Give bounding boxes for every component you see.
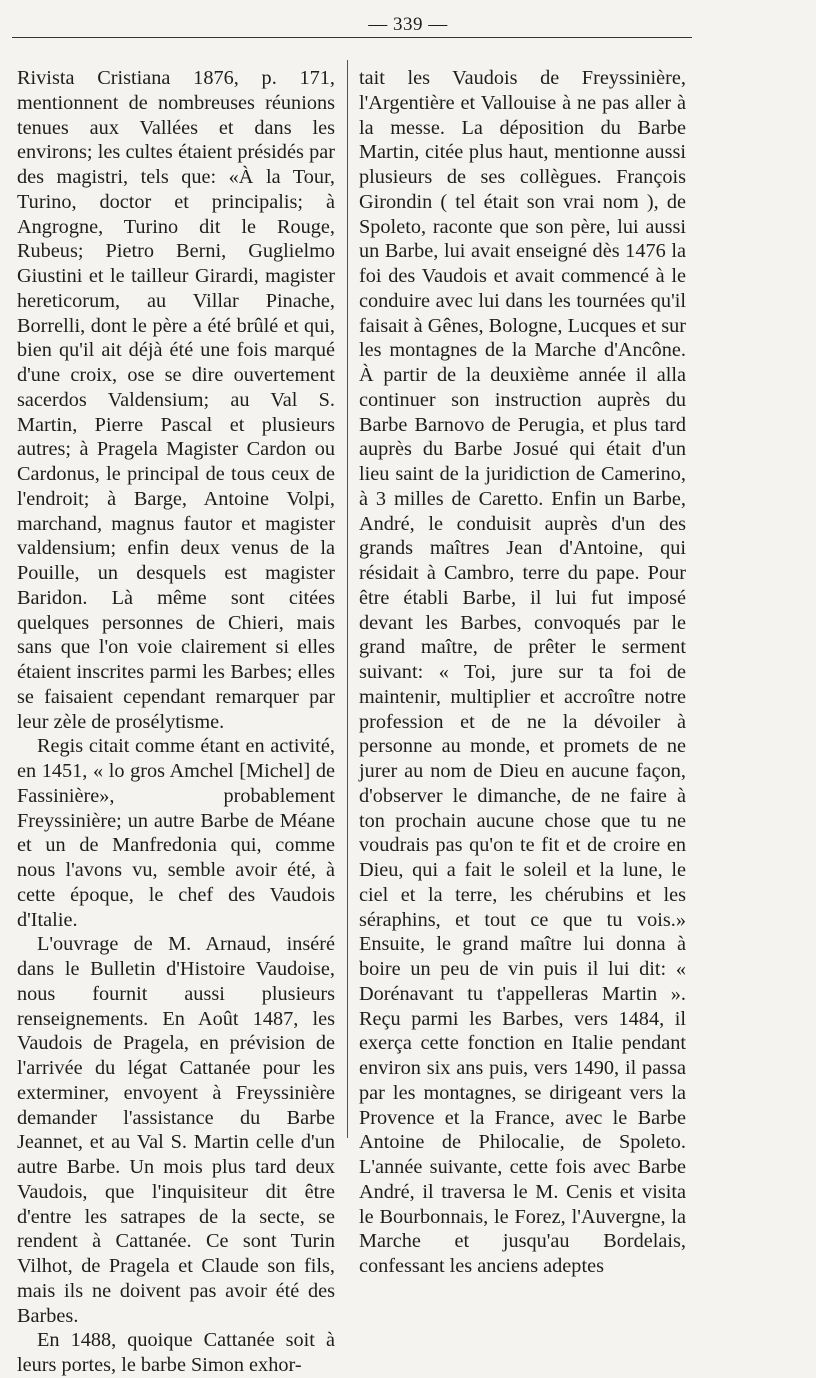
right-paragraph-1: tait les Vaudois de Freyssinière, l'Argentière et Vallouise à ne pas aller à la messe. La déposition du Barbe Martin, citée plus haut, mentionne aussi plusieurs de ses collègues. François Girondin ( tel était son vrai nom ), de Spoleto, raconte que son père, lui aussi un Barbe, lui avait enseigné dès 1476 la foi des Vaudois et avait commencé à le conduire avec lui dans les tournées qu'il faisait à Gênes, Bologne, Lucques et sur les montagnes de la Marche d'Ancône. À partir de la deuxième année il alla continuer son instruction auprès du Barbe Barnovo de Perugia, et plus tard auprès du Barbe Josué qui était d'un lieu saint de la juridiction de Camerino, à 3 milles de Caretto. Enfin un Barbe, André, le conduisit auprès d'un des grands maîtres Jean d'Antoine, qui résidait à Cambro, terre du pape. Pour être établi Barbe, il lui fut imposé devant les Barbes, convoqués par le grand maître, de prêter le serment suivant: « Toi, jure sur ta foi de maintenir, multiplier et accroître notre profession et de ne la dévoiler à personne au monde, et promets de ne jurer au nom de Dieu en aucune façon, d'observer le dimanche, de ne faire à ton prochain aucune chose que tu ne voudrais pas qu'on te fit et de croire en Dieu, qui a fait le soleil et la lune, le ciel et la terre, les chérubins et les séraphins, et tout ce que tu vois.» Ensuite, le grand maître lui donna à boire un peu de vin puis il lui dit: « Dorénavant tu t'appelleras Martin ». Reçu parmi les Barbes, vers 1484, il exerça cette fonction en Italie pendant environ six ans puis, vers 1490, il passa par les montagnes, se dirigeant vers la Provence et la France, avec le Barbe Antoine de Philocalie, de Spoleto. L'année suivante, cette fois avec Barbe André, il traversa le M. Cenis et visita le Bourbonnais, le Forez, l'Auvergne, la Marche et jusqu'au Bordelais, confessant les anciens adeptes [359,67,686,1277]
left-column [17,66,335,1378]
right-column [359,66,686,1279]
left-paragraph-4: En 1488, quoique Cattanée soit à leurs portes, le barbe Simon exhor- [17,1329,335,1376]
left-paragraph-3: L'ouvrage de M. Arnaud, inséré dans le Bulletin d'Histoire Vaudoise, nous fournit aussi plusieurs renseignements. En Août 1487, les Vaudois de Pragela, en prévision de l'arrivée du légat Cattanée pour les exterminer, envoyent à Freyssinière demander l'assistance du Barbe Jeannet, et au Val S. Martin celle d'un autre Barbe. Un mois plus tard deux Vaudois, que l'inquisiteur dit être d'entre les satrapes de la secte, se rendent à Cattanée. Ce sont Turin Vilhot, de Pragela et Claude son fils, mais ils ne doivent pas avoir été des Barbes. [17,933,335,1327]
header-rule [12,37,692,38]
page-number: — 339 — [368,14,448,35]
column-divider [347,60,348,1138]
left-paragraph-2: Regis citait comme étant en activité, en 1451, « lo gros Amchel [Michel] de Fassinière», probablement Freyssinière; un autre Barbe de Méane et un de Manfredonia qui, comme nous l'avons vu, semble avoir été, à cette époque, le chef des Vaudois d'Italie. [17,735,335,931]
left-paragraph-1: Rivista Cristiana 1876, p. 171, mentionnent de nombreuses réunions tenues aux Vallées et dans les environs; les cultes étaient présidés par des magistri, tels que: «À la Tour, Turino, doctor et principalis; à Angrogne, Turino dit le Rouge, Rubeus; Pietro Berni, Guglielmo Giustini et le tailleur Girardi, magister hereticorum, au Villar Pinache, Borrelli, dont le père a été brûlé et qui, bien qu'il ait déjà été une fois marqué d'une croix, ose se dire ouvertement sacerdos Valdensium; au Val S. Martin, Pierre Pascal et plusieurs autres; à Pragela Magister Cardon ou Cardonus, le principal de tous ceux de l'endroit; à Barge, Antoine Volpi, marchand, magnus fautor et magister valdensium; enfin deux venus de la Pouille, un desquels est magister Baridon. Là même sont citées quelques personnes de Chieri, mais sans que l'on voie clairement si elles étaient inscrites parmi les Barbes; elles se faisaient cependant remarquer par leur zèle de prosélytisme. [17,67,335,733]
